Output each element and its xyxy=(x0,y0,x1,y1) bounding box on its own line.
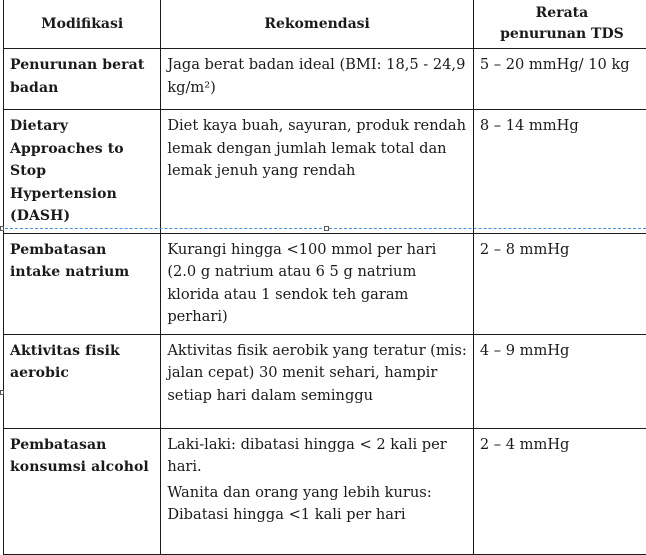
modifikasi-text: Pembatasan konsumsi alcohol xyxy=(10,429,154,484)
cell-tds xyxy=(473,428,646,554)
cell-tds xyxy=(473,233,646,334)
header-rerata-line1: Rerata xyxy=(478,3,646,24)
rekomendasi-text: Jaga berat badan ideal (BMI: 18,5 - 24,9 kg/m²) xyxy=(167,54,467,99)
table-edge-marker[interactable] xyxy=(0,390,4,395)
cell-tds xyxy=(473,334,646,428)
cell-rekomendasi xyxy=(161,334,474,428)
hypertension-lifestyle-table xyxy=(3,0,646,555)
tds-value: 8 – 14 mmHg xyxy=(480,110,644,143)
cell-modifikasi xyxy=(4,428,161,554)
header-rerata-tds xyxy=(473,0,646,49)
header-row xyxy=(4,0,646,49)
cell-modifikasi xyxy=(4,110,161,234)
modifikasi-text: Pembatasan intake natrium xyxy=(10,234,154,289)
cell-rekomendasi xyxy=(161,49,474,110)
modifikasi-text: Aktivitas fisik aerobic xyxy=(10,335,154,390)
table-row xyxy=(4,233,646,334)
cell-modifikasi xyxy=(4,49,161,110)
cell-modifikasi xyxy=(4,334,161,428)
header-rerata-line2: penurunan TDS xyxy=(478,24,646,45)
cell-modifikasi xyxy=(4,233,161,334)
rekomendasi-text: Laki-laki: dibatasi hingga < 2 kali per hari. xyxy=(167,434,467,479)
tds-value: 5 – 20 mmHg/ 10 kg xyxy=(480,49,644,82)
rekomendasi-text: Diet kaya buah, sayuran, produk rendah lemak dengan jumlah lemak total dan lemak jenuh yang rendah xyxy=(167,115,467,183)
cell-rekomendasi xyxy=(161,233,474,334)
table-row xyxy=(4,428,646,554)
table-row xyxy=(4,334,646,428)
rekomendasi-text: Kurangi hingga <100 mmol per hari (2.0 g natrium atau 6 5 g natrium klorida atau 1 sendok teh garam perhari) xyxy=(167,239,467,329)
tds-value: 2 – 8 mmHg xyxy=(480,234,644,267)
resize-handle[interactable] xyxy=(324,226,329,231)
table-row xyxy=(4,110,646,234)
rekomendasi-text: Aktivitas fisik aerobik yang teratur (mis: jalan cepat) 30 menit sehari, hampir setiap hari dalam seminggu xyxy=(167,340,467,408)
cell-rekomendasi xyxy=(161,110,474,234)
table-edge-marker[interactable] xyxy=(0,226,4,231)
tds-value: 2 – 4 mmHg xyxy=(480,429,644,462)
tds-value: 4 – 9 mmHg xyxy=(480,335,644,368)
cell-tds xyxy=(473,49,646,110)
modifikasi-text: Dietary Approaches to Stop Hypertension (DASH) xyxy=(10,110,154,233)
rekomendasi-text: Wanita dan orang yang lebih kurus: Dibatasi hingga <1 kali per hari xyxy=(167,482,467,527)
table-row xyxy=(4,49,646,110)
cell-tds xyxy=(473,110,646,234)
cell-rekomendasi xyxy=(161,428,474,554)
modifikasi-text: Penurunan berat badan xyxy=(10,49,154,104)
header-rekomendasi: Rekomendasi xyxy=(161,0,474,49)
header-modifikasi: Modifikasi xyxy=(4,0,161,49)
